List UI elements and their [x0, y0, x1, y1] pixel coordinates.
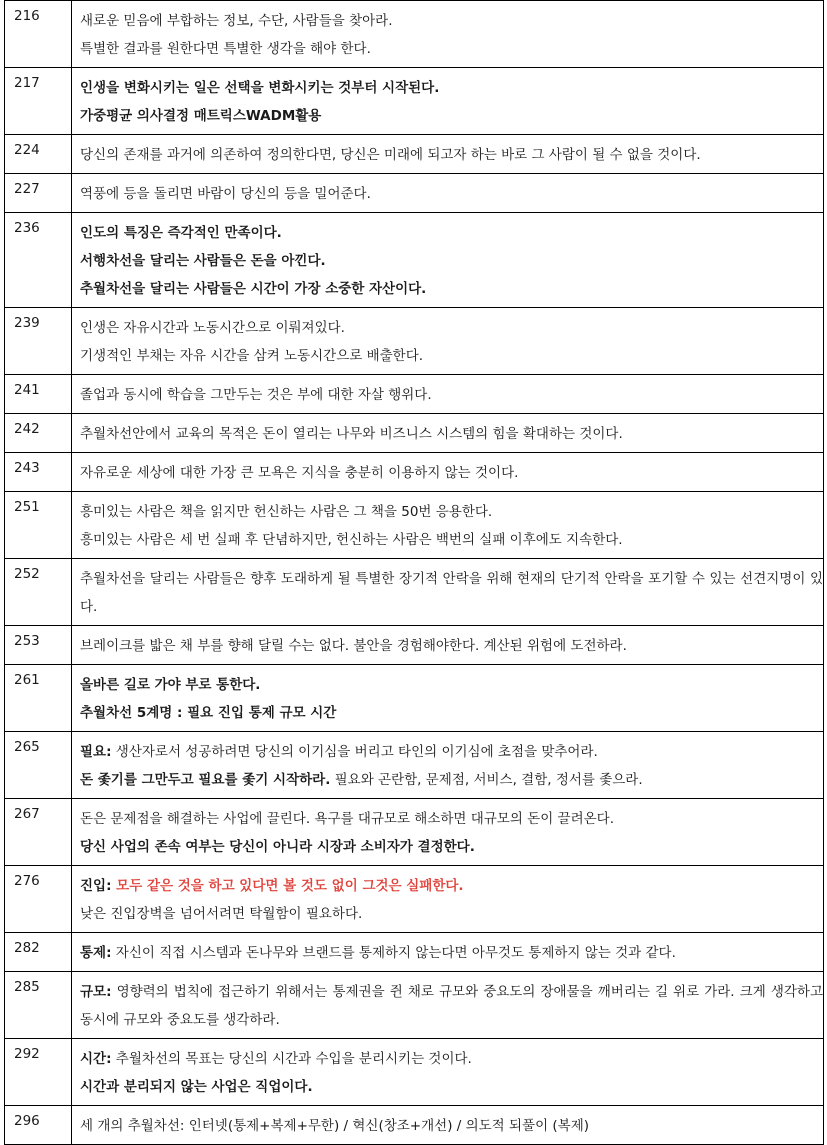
row-content: [72, 135, 824, 174]
row-content: [72, 933, 824, 972]
row-number: 265: [5, 732, 72, 799]
line-text: 필요와 곤란함, 문제점, 서비스, 결함, 정서를 좇으라.: [330, 772, 643, 788]
row-content: [72, 174, 824, 213]
row-number: 242: [5, 414, 72, 453]
line-label: 통제:: [80, 945, 112, 961]
row-number: 292: [5, 1039, 72, 1106]
table-row: [5, 135, 824, 174]
table-row: [5, 1106, 824, 1145]
row-number: 243: [5, 453, 72, 492]
row-content: [72, 213, 824, 308]
row-number: 252: [5, 559, 72, 626]
row-line: [80, 978, 823, 1034]
row-number: 224: [5, 135, 72, 174]
row-line: 돈은 문제점을 해결하는 사업에 끌린다. 욕구를 대규모로 해소하면 대규모의 돈이 끌려온다.: [80, 811, 615, 827]
row-number: 282: [5, 933, 72, 972]
row-number: 216: [5, 1, 72, 68]
row-content: [72, 375, 824, 414]
row-content: [72, 665, 824, 732]
row-line: 인생은 자유시간과 노동시간으로 이뤄져있다.: [80, 320, 345, 336]
row-line: 올바른 길로 가야 부로 통한다.: [80, 677, 261, 693]
row-content: [72, 799, 824, 866]
row-line: 시간과 분리되지 않는 사업은 직업이다.: [80, 1079, 313, 1095]
row-content: [72, 453, 824, 492]
row-line: 인생을 변화시키는 일은 선택을 변화시키는 것부터 시작된다.: [80, 80, 440, 96]
row-number: 276: [5, 866, 72, 933]
table-row: [5, 213, 824, 308]
line-label: 필요:: [80, 744, 112, 760]
line-label: 돈 좇기를 그만두고 필요를 좇기 시작하라.: [80, 772, 331, 788]
table-row: [5, 933, 824, 972]
table-row: [5, 174, 824, 213]
row-line: 기생적인 부채는 자유 시간을 삼켜 노동시간으로 배출한다.: [80, 348, 424, 364]
line-text-highlight: 모두 같은 것을 하고 있다면 볼 것도 없이 그것은 실패한다.: [111, 878, 464, 894]
row-content: [72, 68, 824, 135]
row-number: 285: [5, 972, 72, 1039]
table-row: [5, 453, 824, 492]
row-line: 추월차선 5계명 : 필요 진입 통제 규모 시간: [80, 705, 337, 721]
row-line: 졸업과 동시에 학습을 그만두는 것은 부에 대한 자살 행위다.: [80, 387, 432, 403]
table-row: [5, 866, 824, 933]
row-content: [72, 414, 824, 453]
row-line: [80, 939, 823, 967]
table-row: [5, 1039, 824, 1106]
table-row: [5, 492, 824, 559]
row-line: [80, 1045, 823, 1073]
row-number: 241: [5, 375, 72, 414]
row-line: [80, 738, 823, 766]
table-row: [5, 68, 824, 135]
row-line: 낮은 진입장벽을 넘어서려면 탁월함이 필요하다.: [80, 906, 363, 922]
row-line: 역풍에 등을 돌리면 바람이 당신의 등을 밀어준다.: [80, 186, 371, 202]
row-line: 세 개의 추월차선: 인터넷(통제+복제+무한) / 혁신(창조+개선) / 의도적 되풀이 (복제): [80, 1118, 590, 1134]
row-line: 브레이크를 밟은 채 부를 향해 달릴 수는 없다. 불안을 경험해야한다. 계산된 위험에 도전하라.: [80, 638, 627, 654]
line-label: 시간:: [80, 1051, 112, 1067]
row-number: 227: [5, 174, 72, 213]
table-row: [5, 1, 824, 68]
row-number: 267: [5, 799, 72, 866]
row-line: [80, 872, 823, 900]
row-content: [72, 1, 824, 68]
line-text: 자신이 직접 시스템과 돈나무와 브랜드를 통제하지 않는다면 아무것도 통제하지 않는 것과 같다.: [111, 945, 676, 961]
line-text: 추월차선의 목표는 당신의 시간과 수입을 분리시키는 것이다.: [111, 1051, 472, 1067]
table-row: [5, 799, 824, 866]
row-line: 특별한 결과를 원한다면 특별한 생각을 해야 한다.: [80, 41, 371, 57]
row-number: 251: [5, 492, 72, 559]
row-content: [72, 308, 824, 375]
row-content: [72, 732, 824, 799]
row-number: 261: [5, 665, 72, 732]
row-line: 인도의 특징은 즉각적인 만족이다.: [80, 225, 282, 241]
table-row: [5, 375, 824, 414]
row-content: [72, 1106, 824, 1145]
table-row: [5, 972, 824, 1039]
row-line: 새로운 믿음에 부합하는 정보, 수단, 사람들을 찾아라.: [80, 13, 393, 29]
row-number: 239: [5, 308, 72, 375]
row-number: 217: [5, 68, 72, 135]
table-row: [5, 665, 824, 732]
line-label: 진입:: [80, 878, 112, 894]
row-content: [72, 626, 824, 665]
table-row: [5, 414, 824, 453]
row-line: 흥미있는 사람은 책을 읽지만 헌신하는 사람은 그 책을 50번 응용한다.: [80, 504, 493, 520]
row-content: [72, 866, 824, 933]
table-row: [5, 559, 824, 626]
row-line: 추월차선안에서 교육의 목적은 돈이 열리는 나무와 비즈니스 시스템의 힘을 확대하는 것이다.: [80, 426, 623, 442]
row-line: 당신 사업의 존속 여부는 당신이 아니라 시장과 소비자가 결정한다.: [80, 839, 475, 855]
row-content: [72, 492, 824, 559]
row-line: 추월차선을 달리는 사람들은 시간이 가장 소중한 자산이다.: [80, 281, 427, 297]
line-text: 생산자로서 성공하려면 당신의 이기심을 버리고 타인의 이기심에 초점을 맞추어라.: [111, 744, 598, 760]
row-line: 자유로운 세상에 대한 가장 큰 모욕은 지식을 충분히 이용하지 않는 것이다.: [80, 465, 519, 481]
line-text: 영향력의 법칙에 접근하기 위해서는 통제권을 쥔 채로 규모와 중요도의 장애물을 깨버리는 길 위로 가라. 크게 생각하고 동시에 규모와 중요도를 생각하라.: [80, 984, 823, 1028]
row-content: [72, 972, 824, 1039]
table-row: [5, 626, 824, 665]
row-content: [72, 559, 824, 626]
row-line: 흥미있는 사람은 세 번 실패 후 단념하지만, 헌신하는 사람은 백번의 실패 이후에도 지속한다.: [80, 532, 623, 548]
row-line: 추월차선을 달리는 사람들은 향후 도래하게 될 특별한 장기적 안락을 위해 현재의 단기적 안락을 포기할 수 있는 선견지명이 있다.: [80, 571, 823, 615]
table-row: [5, 308, 824, 375]
row-line: [80, 766, 823, 794]
row-line: 가중평균 의사결정 매트릭스WADM활용: [80, 108, 322, 124]
table-row: [5, 732, 824, 799]
row-number: 253: [5, 626, 72, 665]
row-line: 서행차선을 달리는 사람들은 돈을 아낀다.: [80, 253, 326, 269]
notes-table: [4, 0, 824, 1145]
row-line: 당신의 존재를 과거에 의존하여 정의한다면, 당신은 미래에 되고자 하는 바로 그 사람이 될 수 없을 것이다.: [80, 147, 701, 163]
row-number: 296: [5, 1106, 72, 1145]
row-number: 236: [5, 213, 72, 308]
line-label: 규모:: [80, 984, 112, 1000]
row-content: [72, 1039, 824, 1106]
